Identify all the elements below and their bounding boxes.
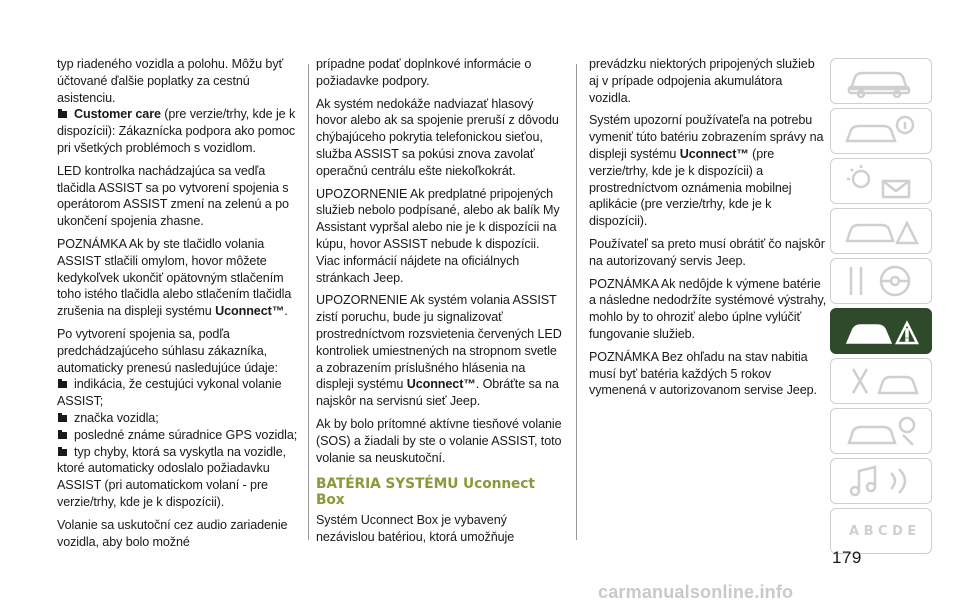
tools-car-icon	[839, 363, 925, 399]
list-item: typ chyby, ktorá sa vyskytla na vozidle, ktoré automaticky odoslalo požiadavku ASSIST (pri automatickom volaní - pre verzie/trhy, kde je k dispozícii).	[57, 444, 287, 509]
bullet-icon	[57, 431, 70, 440]
paragraph: Ak by bolo prítomné aktívne tiesňové volanie (SOS) a žiadali by ste o volanie ASSIST, toto volanie sa neuskutoční.	[316, 416, 562, 465]
car-info-icon	[839, 113, 925, 149]
bullet-icon	[57, 414, 70, 423]
paragraph: Volanie sa uskutoční cez audio zariadenie vozidla, aby bolo možné	[57, 517, 288, 549]
tab-car[interactable]	[830, 58, 932, 104]
paragraph: prípadne podať doplnkové informácie o požiadavke podpory.	[316, 57, 532, 88]
paragraph: typ riadeného vozidla a polohu. Môžu byť účtované ďalšie poplatky za cestnú asistenciu.	[57, 57, 284, 105]
car-emergency-icon	[839, 313, 925, 349]
list-item: značka vozidla;	[57, 410, 302, 427]
column-right	[589, 56, 827, 405]
column-divider	[308, 64, 309, 540]
lights-envelope-icon	[839, 163, 925, 199]
index-letters-icon	[839, 513, 925, 549]
paragraph: prevádzku niektorých pripojených služieb aj v prípade odpojenia akumulátora vozidla.	[589, 57, 815, 105]
tab-car-alert[interactable]	[830, 208, 932, 254]
note-paragraph: POZNÁMKA Ak by ste tlačidlo volania ASSIST stlačili omylom, hovor môžete kedykoľvek ukončiť opätovným stlačením toho istého tlačidla alebo stlačením tlačidla zrušenia na displeji systému Uconnect™.	[57, 236, 292, 319]
note-paragraph: POZNÁMKA Bez ohľadu na stav nabitia musí byť batéria každých 5 rokov vymenená v autorizovanom servise Jeep.	[589, 349, 817, 398]
section-heading: BATÉRIA SYSTÉMU Uconnect Box	[316, 476, 535, 509]
page-number: 179	[832, 548, 862, 567]
car-icon	[839, 63, 925, 99]
tab-car-service[interactable]	[830, 408, 932, 454]
paragraph: LED kontrolka nachádzajúca sa vedľa tlačidla ASSIST sa po vytvorení spojenia s operátorom ASSIST zmení na zelenú a po ukončení spojenia zhasne.	[57, 163, 289, 229]
tab-car-info[interactable]	[830, 108, 932, 154]
column-divider	[576, 64, 577, 540]
paragraph: Systém upozorní používateľa na potrebu vymeniť túto batériu zobrazením správy na displeji systému Uconnect™ (pre verzie/trhy, kde je k dispozícii) a prostredníctvom oznámenia mobilnej aplikácie (pre verzie/trhy, kde je k dispozícii).	[589, 113, 824, 229]
bullet-icon	[57, 380, 70, 389]
tab-wrench-steering[interactable]	[830, 258, 932, 304]
chapter-tabs	[830, 58, 932, 558]
tab-tools-car[interactable]	[830, 358, 932, 404]
column-left	[57, 56, 302, 556]
car-service-icon	[839, 413, 925, 449]
list-item: posledné známe súradnice GPS vozidla;	[57, 427, 302, 444]
tab-car-emergency[interactable]	[830, 308, 932, 354]
warning-paragraph: UPOZORNENIE Ak systém volania ASSIST zistí poruchu, bude ju signalizovať prostredníctvom rozsvietenia červených LED kontroliek umiestnených na stropnom svetle a zobrazením príslušného hlásenia na displeji systému Uconnect™. Obráťte sa na najskôr na servisnú sieť Jeep.	[316, 293, 562, 409]
paragraph: Po vytvorení spojenia sa, podľa predchádzajúceho súhlasu zákazníka, automaticky prenesú nasledujúce údaje:	[57, 326, 278, 375]
car-alert-icon	[839, 213, 925, 249]
tab-lights[interactable]	[830, 158, 932, 204]
paragraph: Ak systém nedokáže nadviazať hlasový hovor alebo ak sa spojenie preruší z dôvodu chýbajúceho pokrytia telefonickou sieťou, služba ASSIST sa pokúsi znova zavolať operačnú centrálu ešte niekoľkokrát.	[316, 96, 559, 178]
watermark: carmanualsonline.info	[598, 582, 794, 602]
column-middle	[316, 56, 562, 552]
note-paragraph: POZNÁMKA Ak nedôjde k výmene batérie a následne nedodržíte systémové výstrahy, mohlo by to ohroziť alebo úplne vylúčiť fungovanie služieb.	[589, 276, 827, 341]
warning-paragraph: UPOZORNENIE Ak predplatné pripojených služieb nebolo podpísané, alebo ak balík My Assistant vypršal alebo nie je k dispozícii na kúpu, hovor ASSIST nebude k dispozícii. Viac informácií nájdete na oficiálnych stránkach Jeep.	[316, 186, 560, 285]
tab-multimedia[interactable]	[830, 458, 932, 504]
paragraph: Používateľ sa preto musí obrátiť čo najskôr na autorizovaný servis Jeep.	[589, 236, 825, 268]
wrench-steering-icon	[839, 263, 925, 299]
bullet-customer-care: Customer care (pre verzie/trhy, kde je k dispozícii): Zákaznícka podpora ako pomoc pri všetkých problémoch s vozidlom.	[57, 107, 296, 155]
bullet-icon	[57, 448, 70, 457]
index-letters: A B C D E	[849, 524, 917, 539]
bullet-icon	[57, 110, 70, 119]
multimedia-icon	[839, 463, 925, 499]
list-item: indikácia, že cestujúci vykonal volanie ASSIST;	[57, 377, 282, 409]
paragraph: Systém Uconnect Box je vybavený nezávislou batériou, ktorá umožňuje	[316, 513, 515, 545]
